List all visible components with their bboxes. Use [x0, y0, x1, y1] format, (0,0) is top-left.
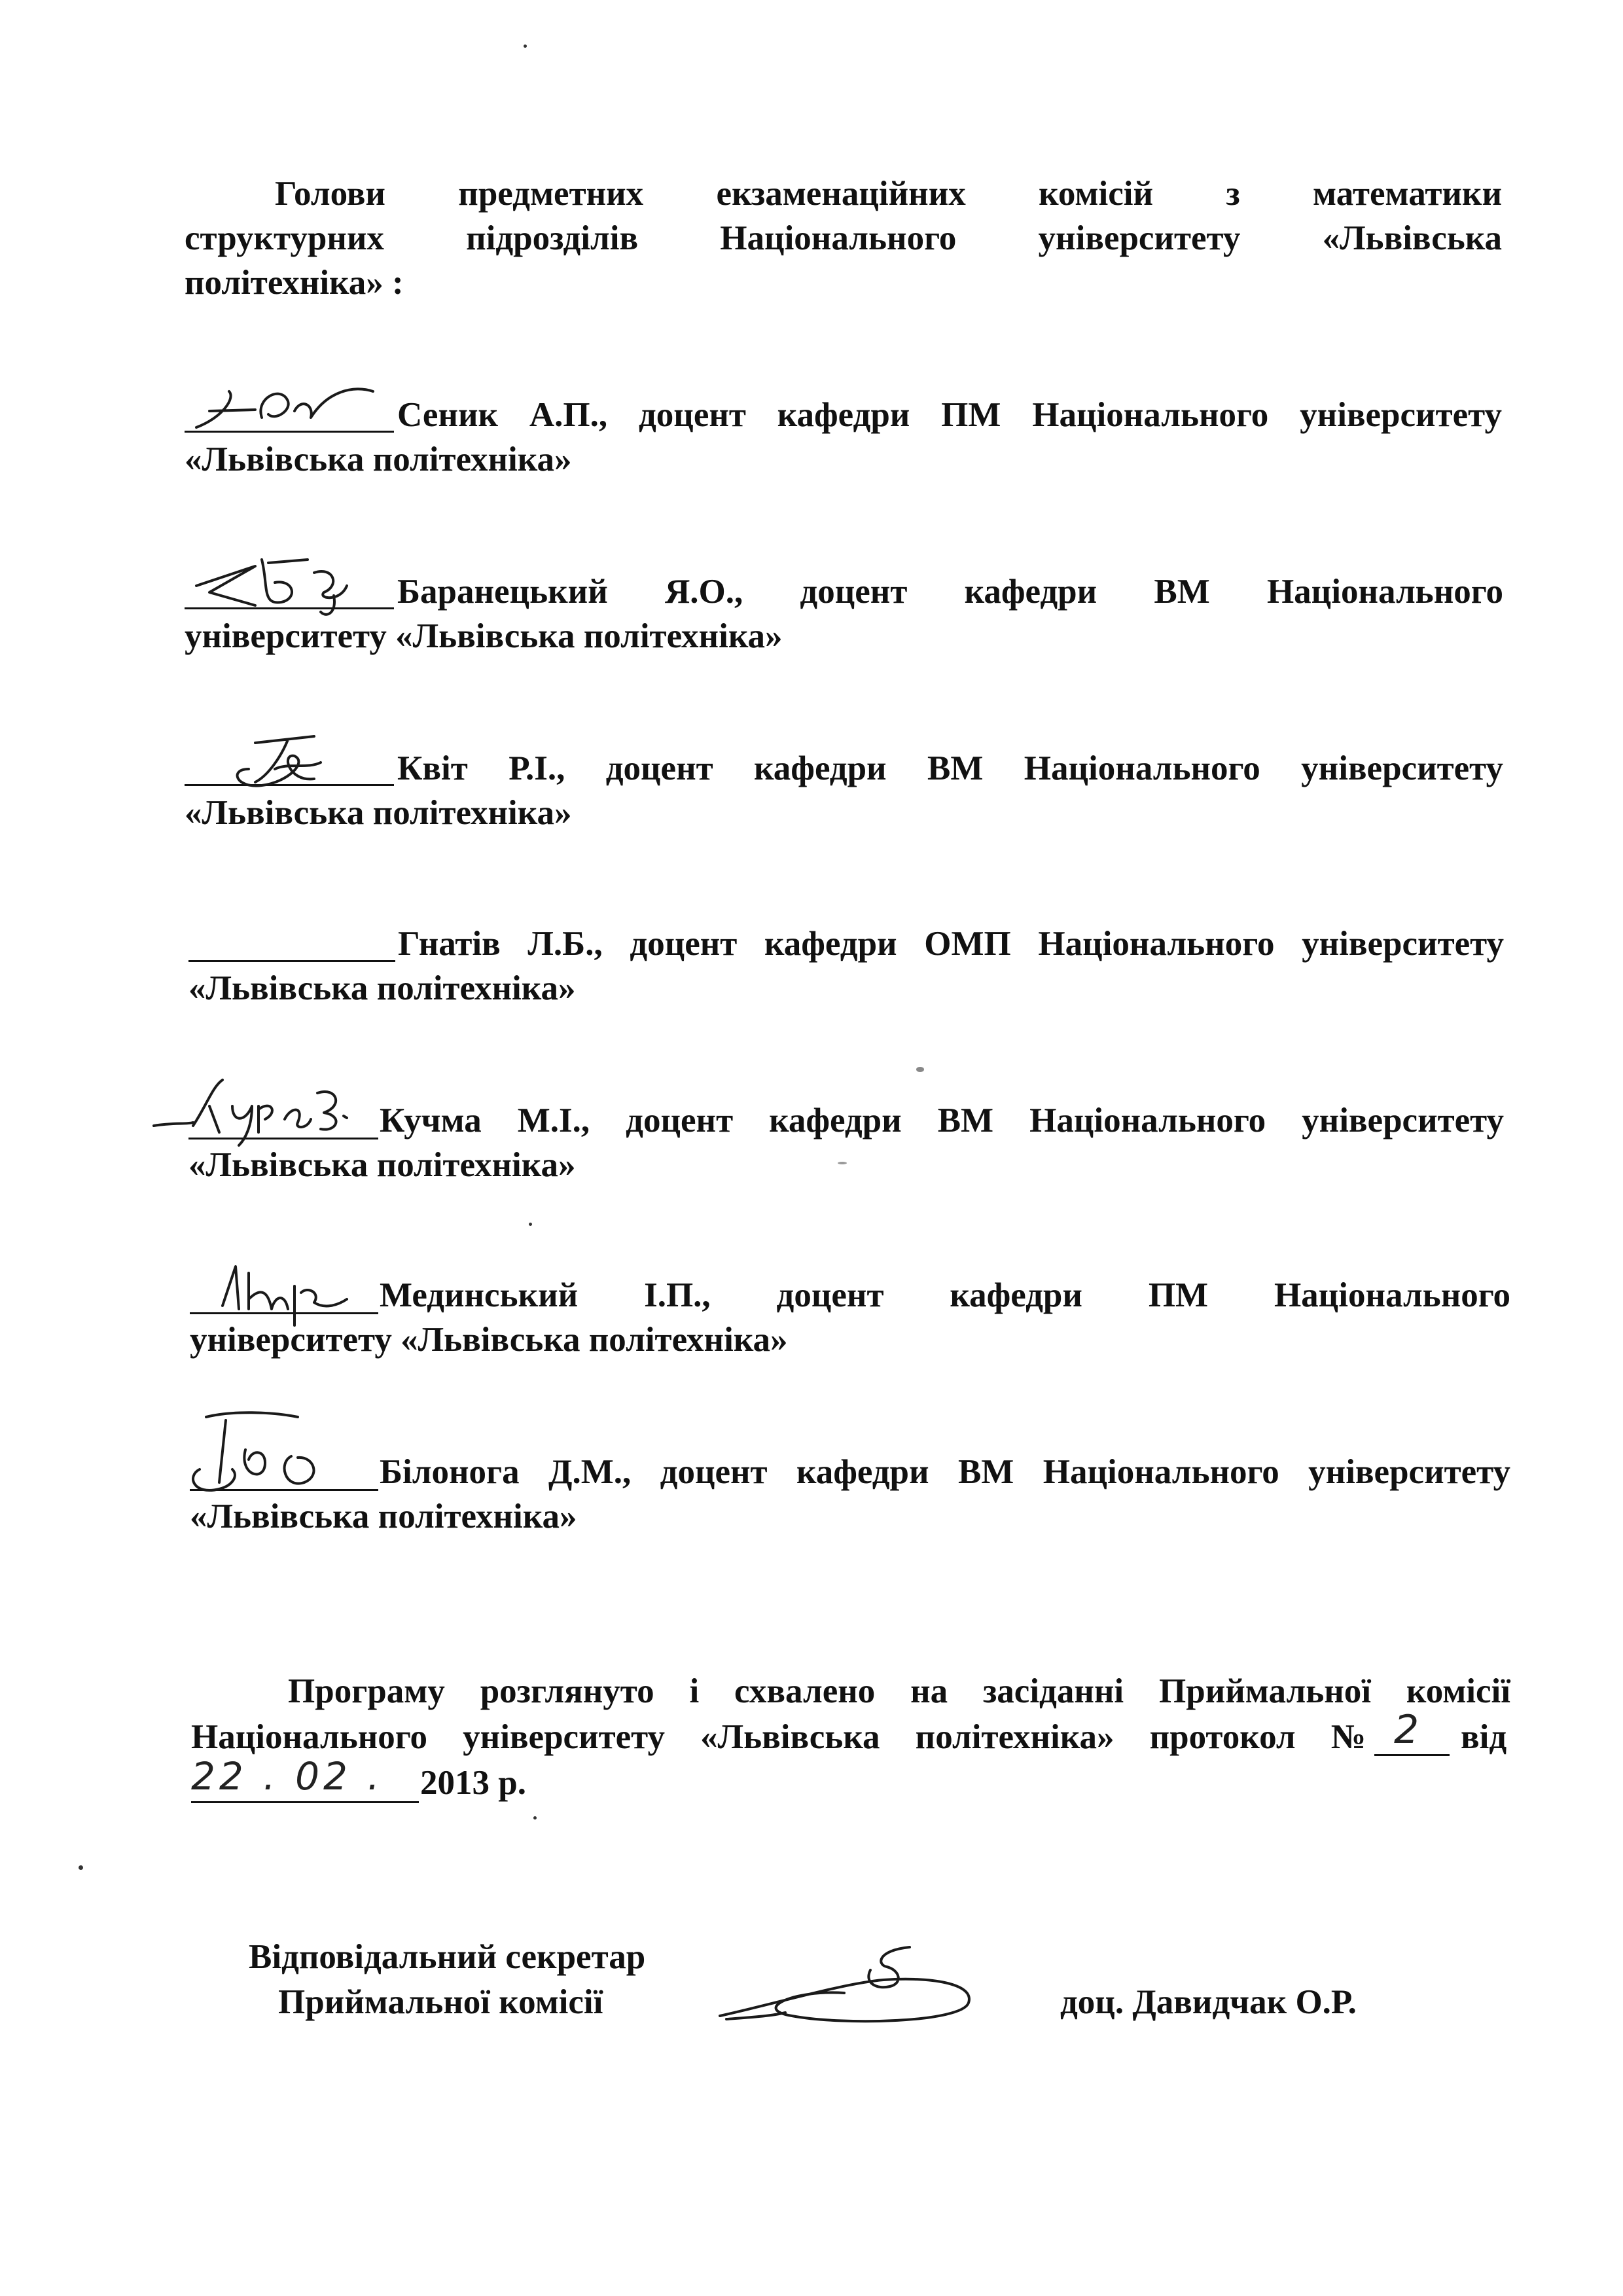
date-line	[191, 1801, 419, 1803]
member-6-name: Мединський І.П., доцент кафедри ПМ Національного	[380, 1276, 1510, 1314]
handwritten-signature	[183, 547, 399, 625]
member-7-name: Білонога Д.М., доцент кафедри ВМ Національного університету	[380, 1453, 1510, 1491]
member-5-name: Кучма М.І., доцент кафедри ВМ Національного університету	[380, 1102, 1504, 1139]
member-2-name: Баранецький Я.О., доцент кафедри ВМ Національного	[397, 573, 1503, 611]
protocol-number-line	[1374, 1754, 1450, 1756]
approval-from-word: від	[1461, 1718, 1507, 1756]
signature-line	[188, 960, 395, 962]
member-3-name: Квіт Р.І., доцент кафедри ВМ Національного університету	[397, 749, 1503, 787]
member-7-affiliation: «Львівська політехніка»	[190, 1498, 577, 1535]
member-4-affiliation: «Львівська політехніка»	[188, 969, 576, 1007]
approval-year: 2013 р.	[420, 1764, 526, 1802]
member-4-name: Гнатів Л.Б., доцент кафедри ОМП Національного університету	[398, 925, 1504, 963]
secretary-title-line-1: Відповідальний секретар	[249, 1938, 646, 1976]
member-1-affiliation: «Львівська політехніка»	[185, 440, 572, 478]
secretary-title-line-2: Приймальної комісії	[278, 1983, 603, 2021]
intro-line-3: політехніка» :	[185, 264, 404, 302]
member-1-name: Сеник А.П., доцент кафедри ПМ Національного університету	[397, 396, 1502, 434]
handwritten-signature	[183, 372, 399, 444]
handwritten-signature	[216, 723, 360, 795]
handwritten-signature	[713, 1944, 988, 2036]
member-2-affiliation: університету «Львівська політехніка»	[185, 617, 783, 655]
handwritten-signature	[173, 1404, 370, 1502]
protocol-number: 2	[1394, 1707, 1419, 1753]
intro-line-1: Голови предметних екзаменаційних комісій з математики	[275, 175, 1502, 213]
secretary-name: доц. Давидчак О.Р.	[1060, 1983, 1357, 2021]
member-3-affiliation: «Львівська політехніка»	[185, 794, 572, 832]
member-6-affiliation: університету «Львівська політехніка»	[190, 1321, 788, 1359]
intro-line-2: структурних підрозділів Національного університету «Львівська	[185, 219, 1502, 257]
scan-speck	[524, 45, 527, 48]
scan-speck	[529, 1223, 532, 1226]
scan-speck	[838, 1162, 847, 1164]
approval-date: 22 . 02 .	[191, 1754, 383, 1799]
handwritten-signature	[209, 1247, 360, 1325]
scan-speck	[79, 1865, 83, 1870]
member-5-affiliation: «Львівська політехніка»	[188, 1146, 576, 1184]
scan-speck	[533, 1816, 537, 1820]
scan-speck	[916, 1067, 924, 1072]
approval-line-2: Національного університету «Львівська політехніка» протокол №	[191, 1718, 1366, 1756]
approval-line-1: Програму розглянуто і схвалено на засіданні Приймальної комісії	[288, 1672, 1510, 1710]
handwritten-signature	[147, 1060, 370, 1152]
